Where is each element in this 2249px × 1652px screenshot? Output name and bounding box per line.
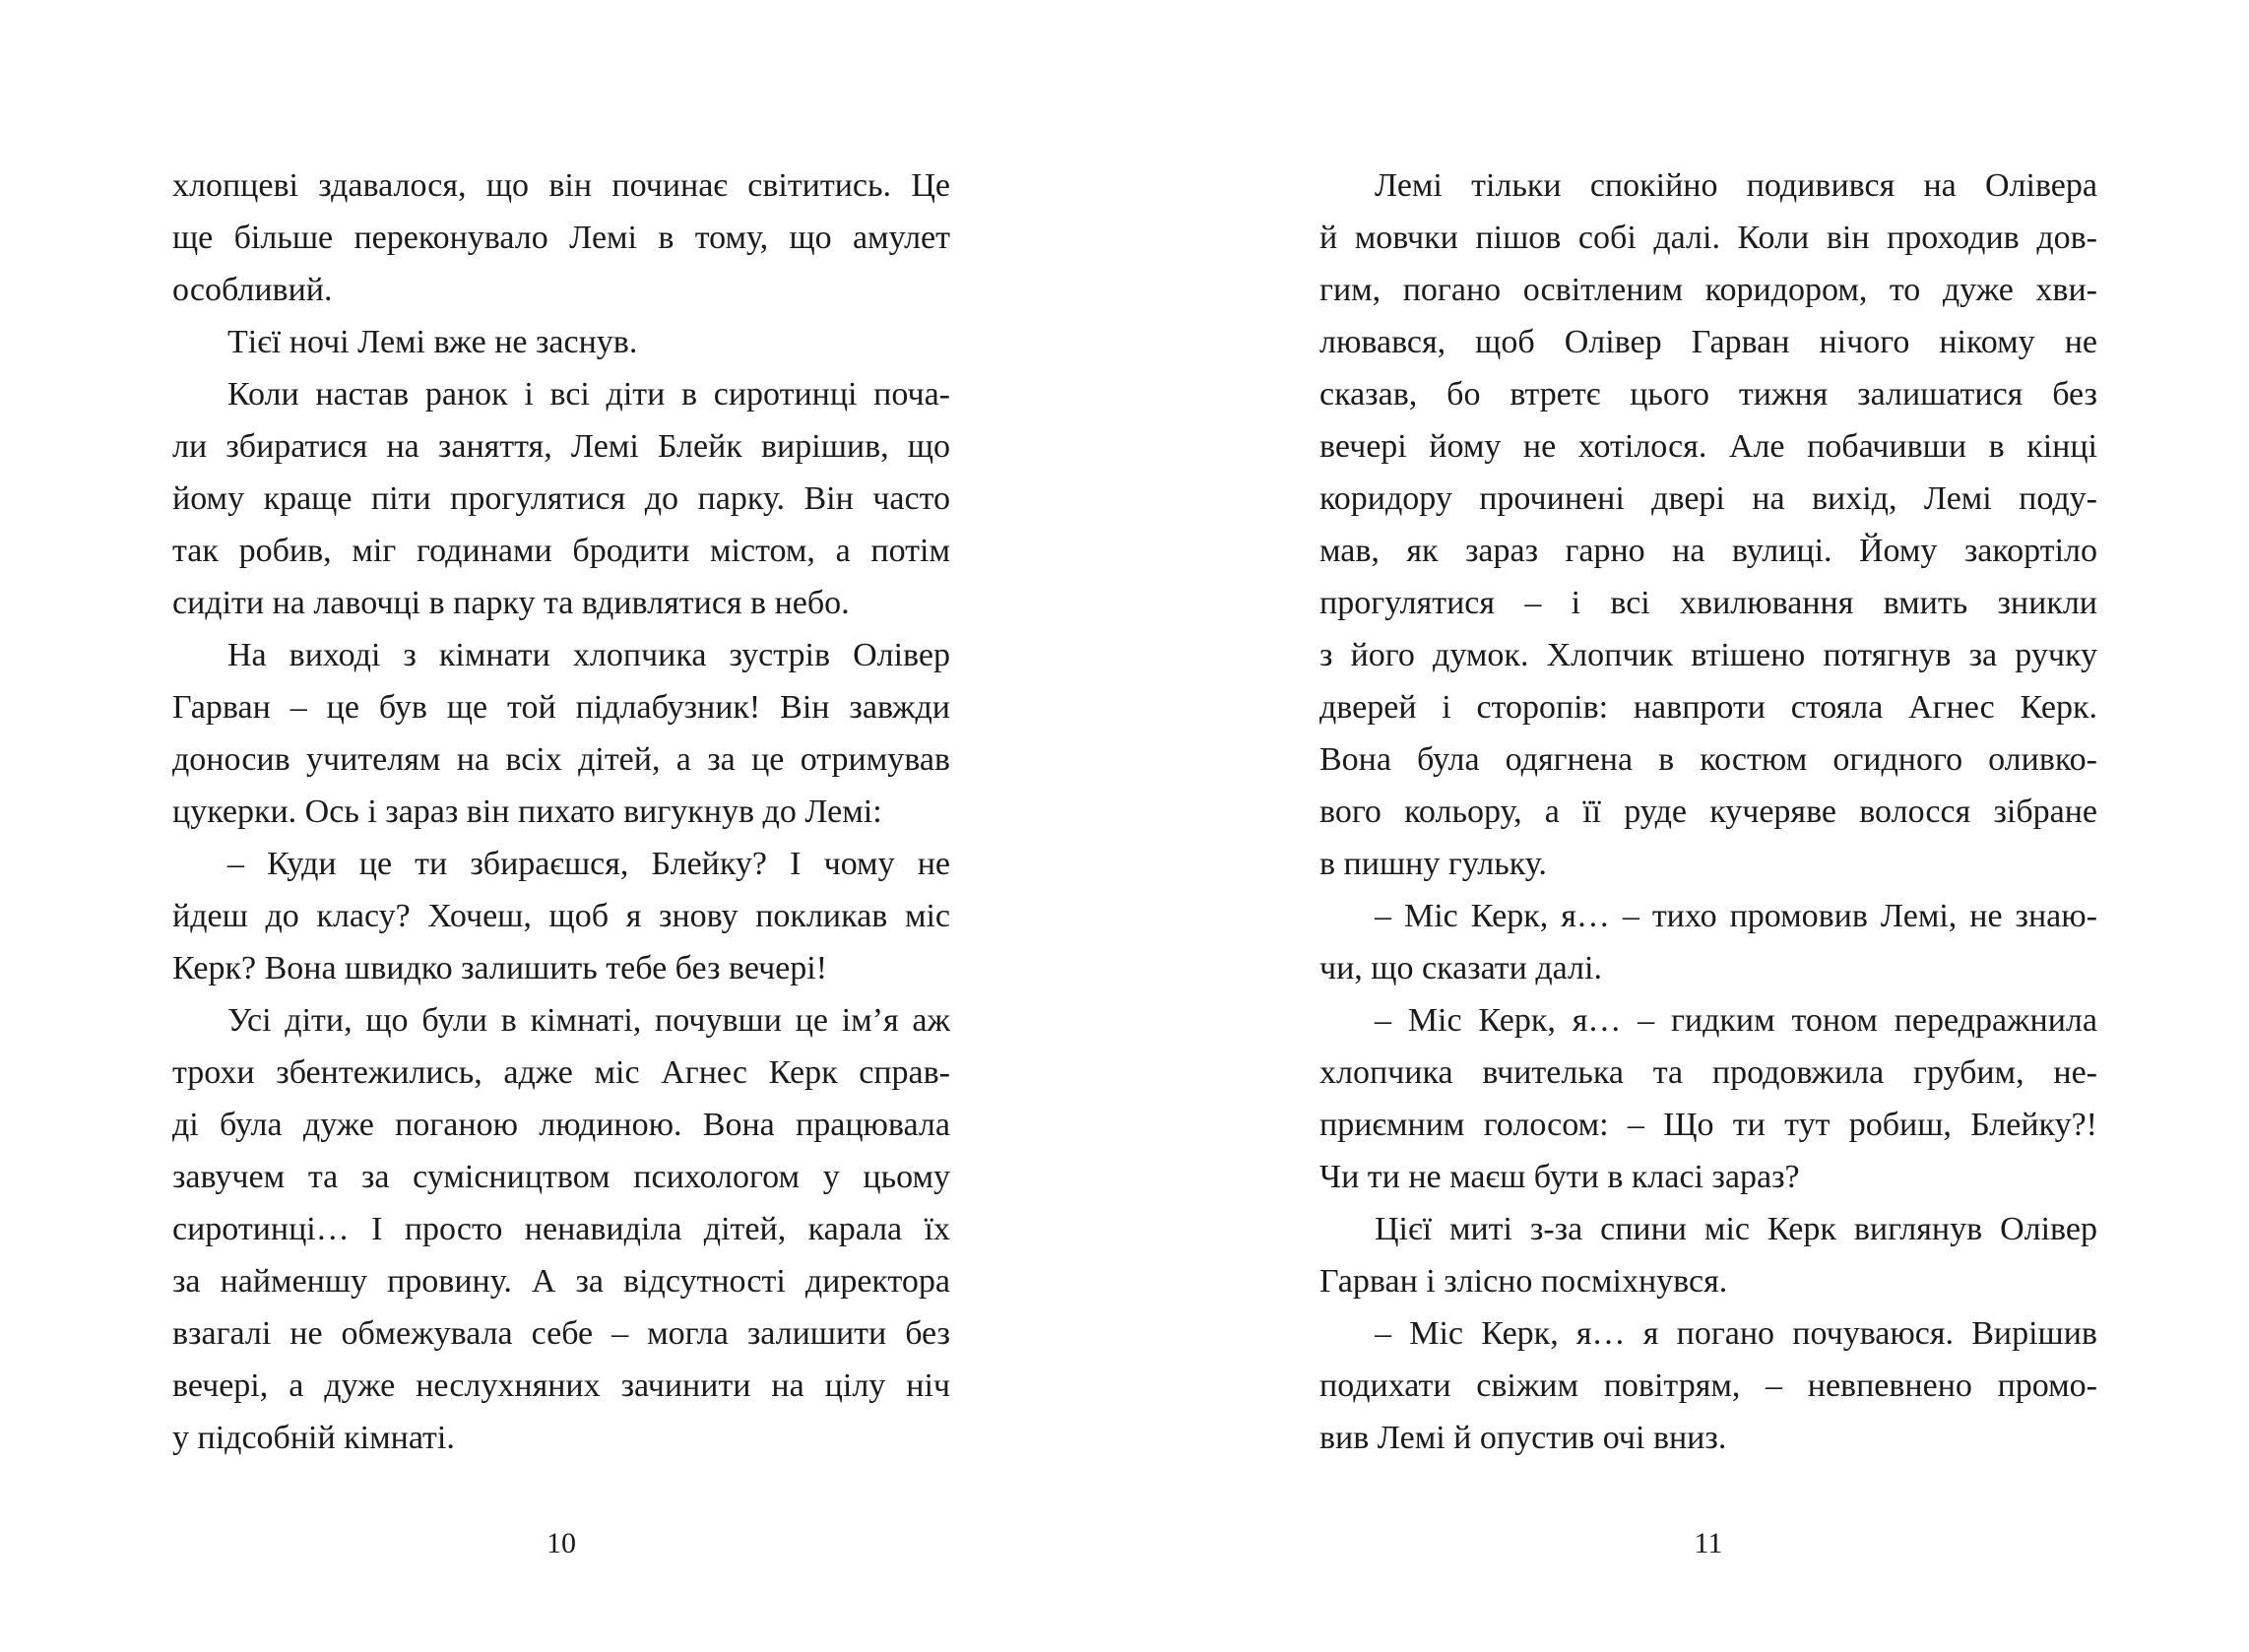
- text-line: особливий.: [172, 272, 333, 308]
- text-line: сказав, бо втретє цього тижня залишатися без: [1319, 376, 2097, 413]
- text-line: Коли настав ранок і всі діти в сиротинці поча-: [227, 376, 950, 413]
- text-line: трохи збентежились, адже міс Агнес Керк справ-: [172, 1054, 950, 1091]
- text-line: доносив учителям на всіх дітей, а за це отримував: [172, 741, 950, 778]
- text-line: – Міс Керк, я… – тихо промовив Лемі, не знаю-: [1375, 898, 2097, 934]
- text-line: ли збиратися на заняття, Лемі Блейк вирішив, що: [172, 428, 950, 465]
- text-line: лювався, щоб Олівер Гарван нічого нікому не: [1319, 324, 2097, 360]
- text-line: гим, погано освітленим коридором, то дуже хви-: [1319, 272, 2097, 308]
- text-line: вив Лемі й опустив очі вниз.: [1319, 1420, 1727, 1456]
- text-line: – Куди це ти збираєшся, Блейку? І чому не: [227, 846, 950, 882]
- text-line: сидіти на лавочці в парку та вдивлятися в небо.: [172, 585, 850, 621]
- text-line: так робив, міг годинами бродити містом, а потім: [172, 533, 950, 569]
- text-line: Цієї миті з-за спини міс Керк виглянув Олівер: [1375, 1211, 2097, 1247]
- text-line: взагалі не обмежувала себе – могла залишити без: [172, 1315, 950, 1352]
- text-line: цукерки. Ось і зараз він пихато вигукнув до Лемі:: [172, 794, 882, 830]
- text-line: чи, що сказати далі.: [1319, 950, 1602, 986]
- text-line: у підсобній кімнаті.: [172, 1420, 455, 1456]
- text-line: йому краще піти прогулятися до парку. Він часто: [172, 480, 950, 517]
- right-page-text: [1319, 159, 2097, 1464]
- left-page-text: [172, 159, 950, 1464]
- text-line: Чи ти не маєш бути в класі зараз?: [1319, 1159, 1800, 1195]
- right-page: [1319, 159, 2097, 1464]
- text-line: мав, як зараз гарно на вулиці. Йому закортіло: [1319, 533, 2097, 569]
- text-line: хлопчика вчителька та продовжила грубим, не-: [1319, 1054, 2097, 1091]
- text-line: Вона була одягнена в костюм огидного оливко-: [1319, 741, 2097, 778]
- text-line: ді була дуже поганою людиною. Вона працювала: [172, 1107, 950, 1143]
- text-line: вого кольору, а її руде кучеряве волосся зібране: [1319, 794, 2097, 830]
- text-line: подихати свіжим повітрям, – невпевнено промо-: [1319, 1367, 2097, 1404]
- text-line: – Міс Керк, я… – гидким тоном передражнила: [1375, 1002, 2097, 1039]
- text-line: вечері, а дуже неслухняних зачинити на цілу ніч: [172, 1367, 950, 1404]
- right-page-number: 11: [1694, 1527, 1723, 1559]
- text-line: йдеш до класу? Хочеш, щоб я знову покликав міс: [172, 898, 950, 934]
- text-line: прогулятися – і всі хвилювання вмить зникли: [1319, 585, 2097, 621]
- text-line: з його думок. Хлопчик втішено потягнув за ручку: [1319, 637, 2097, 673]
- text-line: ще більше переконувало Лемі в тому, що амулет: [172, 220, 950, 256]
- text-line: завучем та за сумісництвом психологом у цьому: [172, 1159, 950, 1195]
- text-line: Лемі тільки спокійно подивився на Олівера: [1375, 167, 2097, 204]
- text-line: дверей і сторопів: навпроти стояла Агнес Керк.: [1319, 689, 2097, 726]
- left-page: [172, 159, 950, 1464]
- text-line: Гарван – це був ще той підлабузник! Він завжди: [172, 689, 950, 726]
- text-line: коридору прочинені двері на вихід, Лемі поду-: [1319, 480, 2097, 517]
- text-line: за найменшу провину. А за відсутності директора: [172, 1263, 950, 1300]
- text-line: На виході з кімнати хлопчика зустрів Олівер: [227, 637, 950, 673]
- text-line: Гарван і злісно посміхнувся.: [1319, 1263, 1728, 1300]
- left-page-number: 10: [546, 1527, 576, 1559]
- text-line: приємним голосом: – Що ти тут робиш, Блейку?!: [1319, 1107, 2097, 1143]
- text-line: – Міс Керк, я… я погано почуваюся. Вирішив: [1375, 1315, 2097, 1352]
- text-line: вечері йому не хотілося. Але побачивши в кінці: [1319, 428, 2097, 465]
- text-line: в пишну гульку.: [1319, 846, 1547, 882]
- text-line: сиротинці… І просто ненавиділа дітей, карала їх: [172, 1211, 950, 1247]
- text-line: хлопцеві здавалося, що він починає світитись. Це: [172, 167, 950, 204]
- text-line: Тієї ночі Лемі вже не заснув.: [227, 324, 638, 360]
- text-line: Керк? Вона швидко залишить тебе без вечері!: [172, 950, 828, 986]
- text-line: й мовчки пішов собі далі. Коли він проходив дов-: [1319, 220, 2097, 256]
- text-line: Усі діти, що були в кімнаті, почувши це ім’я аж: [227, 1002, 950, 1039]
